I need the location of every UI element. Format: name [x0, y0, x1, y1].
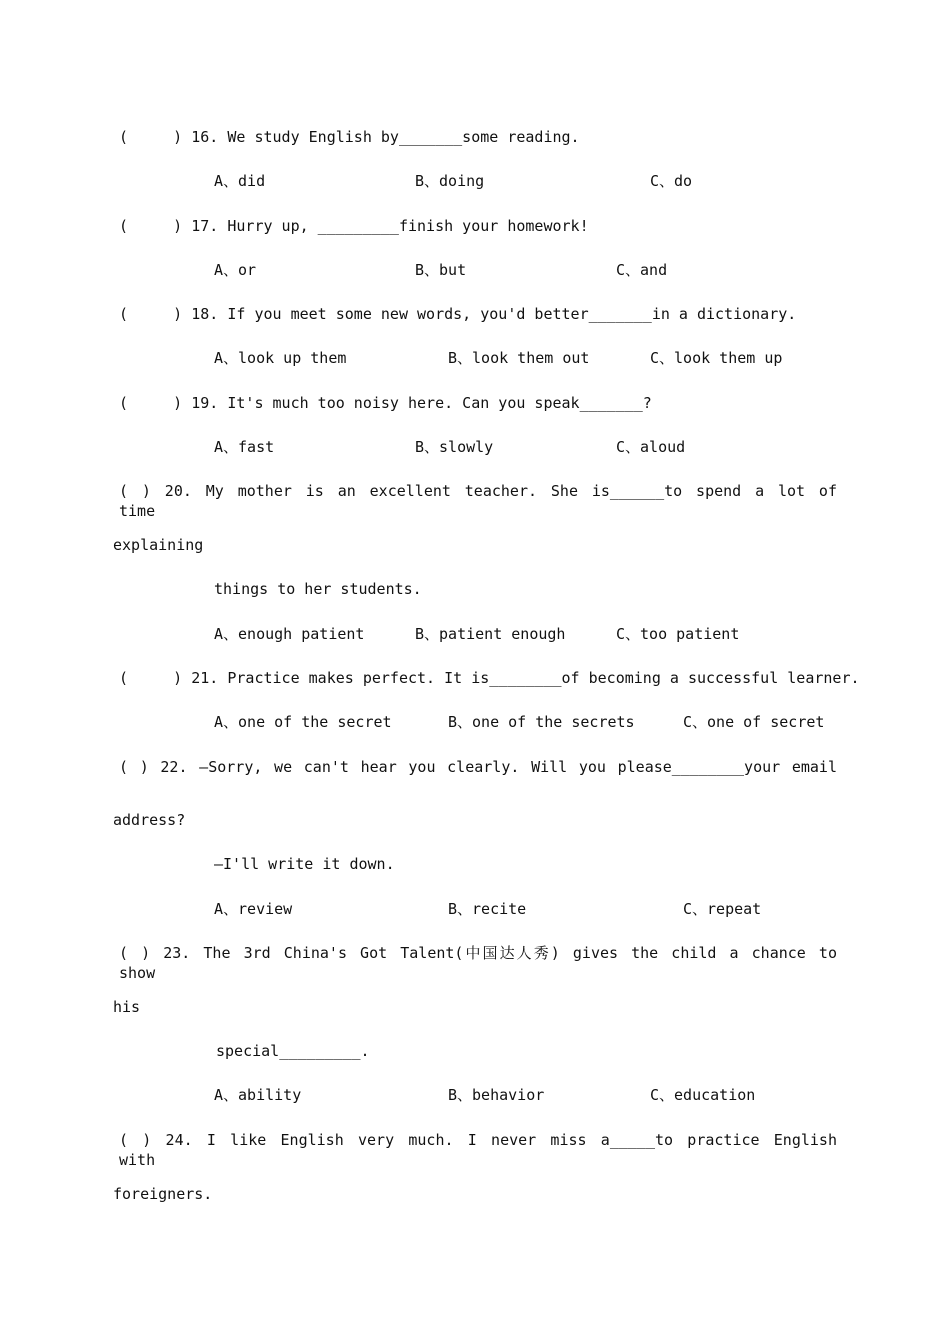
question-18-stem: ( ) 18. If you meet some new words, you'd better_______in a dictionary.: [119, 305, 797, 323]
question-19-option-c: C、aloud: [616, 438, 686, 456]
question-23-option-b: B、behavior: [448, 1086, 545, 1104]
question-22-stem: ( ) 22. —Sorry, we can't hear you clearly. Will you please________your email: [119, 758, 837, 776]
question-21-stem: ( ) 21. Practice makes perfect. It is________of becoming a successful learner.: [119, 669, 860, 687]
question-21-option-a: A、one of the secret: [214, 713, 392, 731]
question-16-option-b: B、doing: [415, 172, 485, 190]
question-23-stem-continued: special_________.: [216, 1042, 370, 1060]
question-18-option-c: C、look them up: [650, 349, 783, 367]
question-16-option-c: C、do: [650, 172, 693, 190]
question-22-option-b: B、recite: [448, 900, 527, 918]
question-24-stem: ( ) 24. I like English very much. I never miss a_____to practice English with: [119, 1131, 837, 1169]
question-23-stem: ( ) 23. The 3rd China's Got Talent(中国达人秀) gives the child a chance to show: [119, 944, 837, 982]
question-20-option-a: A、enough patient: [214, 625, 365, 643]
question-20-option-b: B、patient enough: [415, 625, 566, 643]
question-24-stem-wrap: foreigners.: [113, 1185, 213, 1203]
question-17-option-a: A、or: [214, 261, 257, 279]
question-22-option-a: A、review: [214, 900, 293, 918]
question-19-option-a: A、fast: [214, 438, 275, 456]
question-23-option-c: C、education: [650, 1086, 756, 1104]
question-22-stem-wrap: address?: [113, 811, 186, 829]
question-21-option-c: C、one of secret: [683, 713, 825, 731]
question-20-stem-wrap: explaining: [113, 536, 204, 554]
question-17-option-b: B、but: [415, 261, 467, 279]
question-20-option-c: C、too patient: [616, 625, 740, 643]
question-16-stem: ( ) 16. We study English by_______some reading.: [119, 128, 580, 146]
question-19-stem: ( ) 19. It's much too noisy here. Can you speak_______?: [119, 394, 652, 412]
question-23-stem-wrap: his: [113, 998, 141, 1016]
question-21-option-b: B、one of the secrets: [448, 713, 635, 731]
question-18-option-a: A、look up them: [214, 349, 347, 367]
question-18-option-b: B、look them out: [448, 349, 590, 367]
question-17-option-c: C、and: [616, 261, 668, 279]
question-17-stem: ( ) 17. Hurry up, _________finish your homework!: [119, 217, 589, 235]
question-19-option-b: B、slowly: [415, 438, 494, 456]
question-23-option-a: A、ability: [214, 1086, 302, 1104]
question-16-option-a: A、did: [214, 172, 266, 190]
question-22-option-c: C、repeat: [683, 900, 762, 918]
question-20-stem: ( ) 20. My mother is an excellent teacher. She is______to spend a lot of time: [119, 482, 837, 520]
question-22-stem-continued: —I'll write it down.: [214, 855, 395, 873]
question-20-stem-continued: things to her students.: [214, 580, 422, 598]
